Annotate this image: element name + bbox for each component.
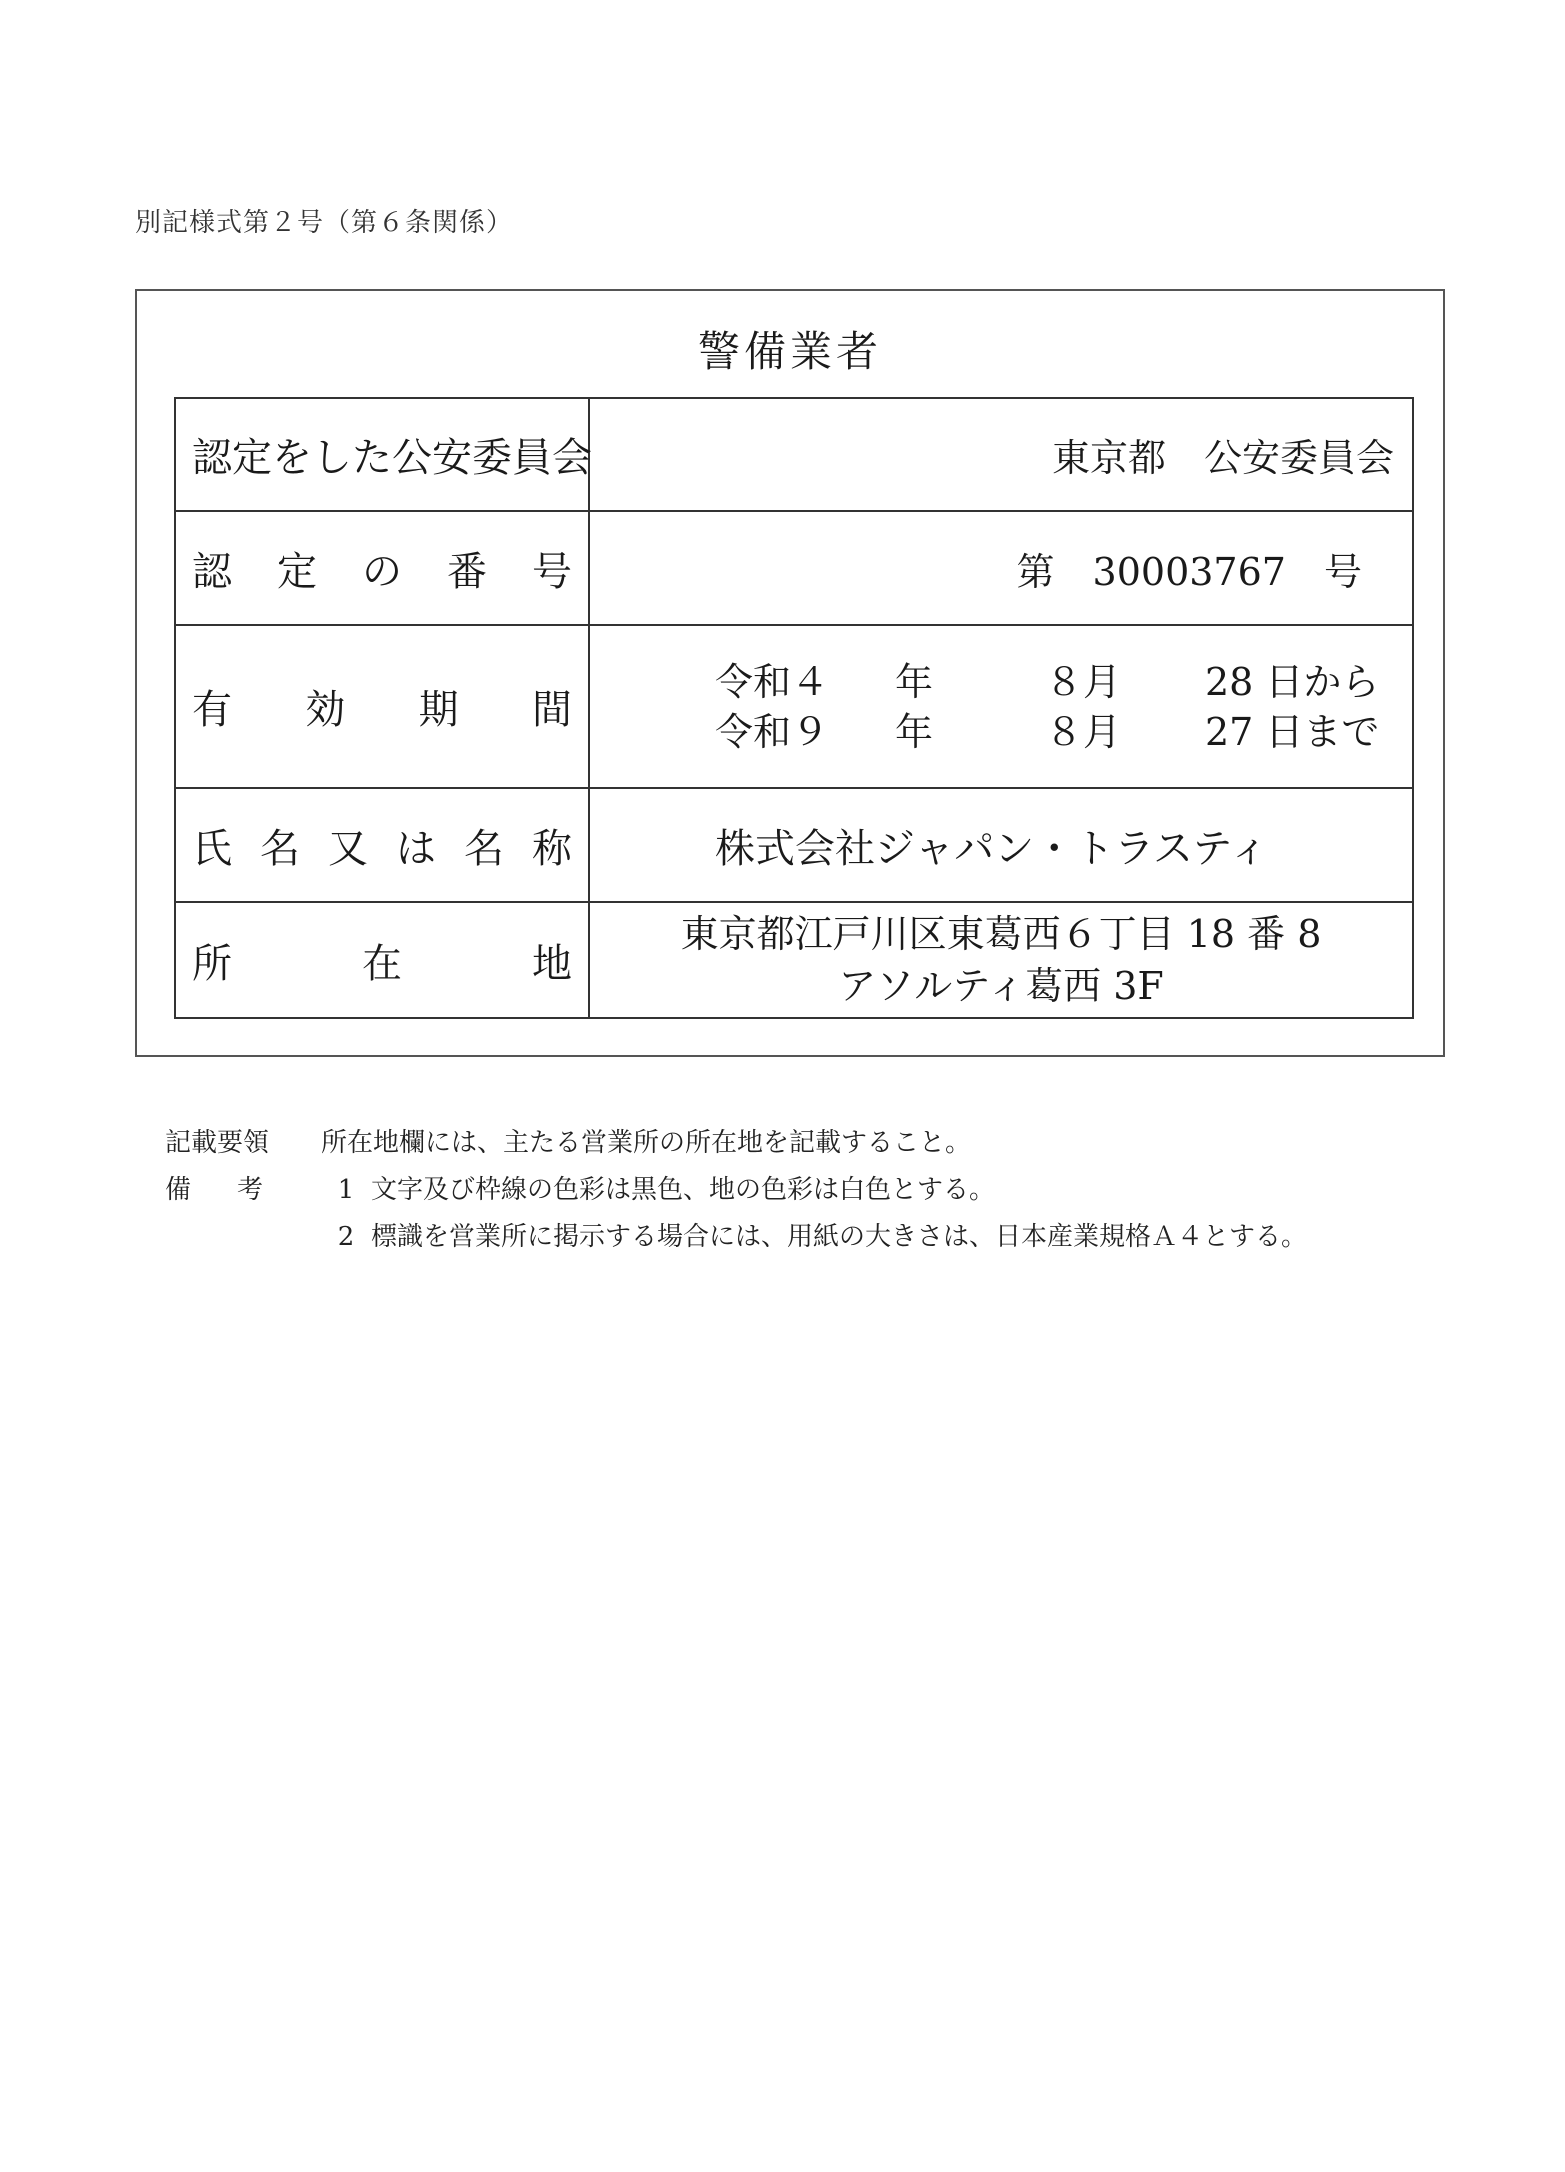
form-reference: 別記様式第２号（第６条関係） — [135, 208, 514, 238]
to-day: 27 日まで — [1205, 709, 1380, 754]
address-value — [589, 902, 1413, 1018]
table-row — [175, 788, 1413, 902]
validity-value — [589, 625, 1413, 788]
note-remark-2 — [165, 1214, 1307, 1261]
cert-number-prefix: 第 — [1016, 549, 1055, 594]
procedure-label — [165, 1120, 270, 1167]
from-day: 28 日から — [1205, 659, 1380, 704]
label-char: 又 — [328, 825, 368, 872]
table-row — [175, 902, 1413, 1018]
table-row — [175, 511, 1413, 625]
label-char: 号 — [532, 548, 572, 595]
label-char: 名 — [464, 825, 504, 872]
address-line-1: 東京都江戸川区東葛西６丁目 18 番 8 — [680, 912, 1322, 956]
security-business-sign — [135, 289, 1445, 1057]
label-char: 番 — [447, 548, 487, 595]
from-era-year: 令和４ — [715, 659, 830, 704]
to-era-year: 令和９ — [715, 709, 830, 754]
remark-number: 2 — [337, 1222, 355, 1252]
label-char: 考 — [236, 1175, 263, 1205]
cert-number-value — [589, 511, 1413, 625]
procedure-text: 所在地欄には、主たる営業所の所在地を記載すること。 — [321, 1128, 972, 1158]
cert-number: 30003767 — [1092, 549, 1286, 594]
table-row — [175, 398, 1413, 511]
label-char: の — [362, 548, 402, 595]
from-month: ８月 — [1045, 659, 1122, 704]
label-char: 所 — [192, 940, 232, 987]
commission-label: 認定をした公安委員会 — [175, 398, 589, 511]
validity-label — [175, 625, 589, 788]
note-remark-1 — [165, 1167, 1307, 1214]
address-label — [175, 902, 589, 1018]
remark-text: 文字及び枠線の色彩は黒色、地の色彩は白色とする。 — [371, 1175, 996, 1205]
label-char: 載 — [191, 1128, 218, 1158]
to-month: ８月 — [1045, 709, 1122, 754]
label-char: は — [396, 825, 436, 872]
label-char: 在 — [362, 940, 402, 987]
notes — [165, 1120, 1307, 1261]
note-procedure — [165, 1120, 1307, 1167]
label-char: 定 — [277, 548, 317, 595]
remark-text: 標識を営業所に掲示する場合には、用紙の大きさは、日本産業規格Ａ４とする。 — [371, 1222, 1308, 1252]
commission-value: 東京都 公安委員会 — [589, 398, 1413, 511]
address-line-2: アソルティ葛西 3F — [838, 964, 1164, 1008]
label-char: 有 — [192, 687, 232, 733]
label-char: 領 — [243, 1128, 270, 1158]
from-year-unit: 年 — [895, 659, 934, 704]
label-char: 期 — [418, 687, 459, 733]
to-year-unit: 年 — [895, 709, 934, 754]
label-char: 備 — [165, 1175, 192, 1205]
label-char: 要 — [217, 1128, 244, 1158]
remarks-label — [165, 1167, 263, 1214]
cert-number-label — [175, 511, 589, 625]
certification-table — [174, 397, 1414, 1019]
label-char: 氏 — [192, 825, 232, 872]
label-char: 名 — [260, 825, 300, 872]
company-name: 株式会社ジャパン・トラスティ — [589, 788, 1413, 902]
label-char: 記 — [165, 1128, 192, 1158]
label-char: 間 — [531, 687, 572, 733]
label-char: 称 — [532, 825, 572, 872]
validity-dates — [590, 657, 1412, 757]
table-row — [175, 625, 1413, 788]
remark-number: 1 — [337, 1175, 355, 1205]
label-char: 効 — [305, 687, 346, 733]
sign-title: 警備業者 — [697, 327, 882, 376]
label-char: 地 — [532, 940, 572, 987]
label-char: 認 — [192, 548, 232, 595]
cert-number-suffix: 号 — [1323, 549, 1362, 594]
name-label — [175, 788, 589, 902]
